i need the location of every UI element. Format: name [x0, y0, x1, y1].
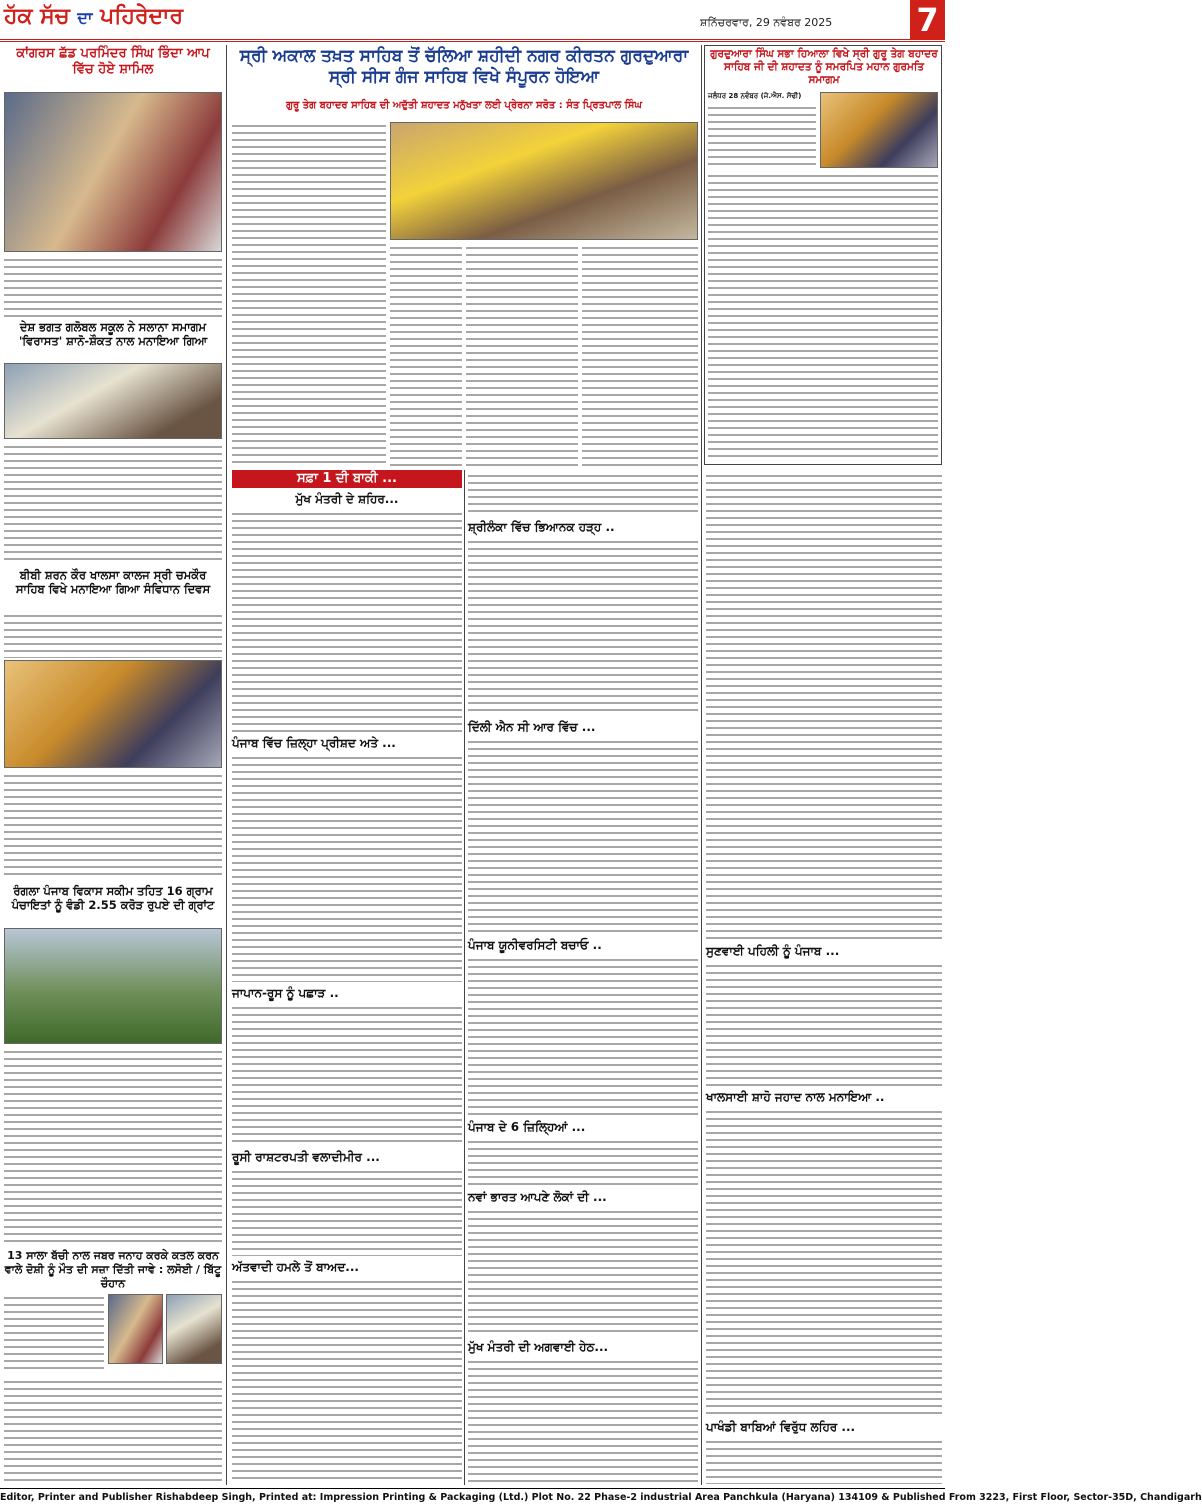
logo-text: ਹੱਕ ਸੱਚ: [4, 4, 70, 29]
subhead: ਪੰਜਾਬ ਯੂਨੀਵਰਸਿਟੀ ਬਚਾਓ ..: [468, 938, 602, 952]
photo-samagam: [820, 92, 938, 168]
page-number: 7: [910, 0, 945, 40]
column-divider: [701, 45, 702, 1485]
subhead: ਨਵਾਂ ਭਾਰਤ ਆਪਣੇ ਲੋਕਾਂ ਦੀ ...: [468, 1190, 607, 1204]
article-body-text: [706, 1108, 942, 1416]
article-body-text: [468, 1208, 698, 1336]
article-body-text: [4, 1048, 222, 1246]
publisher-imprint: Editor, Printer and Publisher Rishabdeep Singh, Printed at: Impression Printing & Packaging (Ltd.) Plot No. 22 Phase-2 industrial Area Panchkula (Haryana) 134109 & Published From 3223, First Floor, Sector-35D, Chandigarh: [0, 1488, 945, 1507]
headline-rangla-punjab-grant: ਰੰਗਲਾ ਪੰਜਾਬ ਵਿਕਾਸ ਸਕੀਮ ਤਹਿਤ 16 ਗ੍ਰਾਮ ਪੰਚਾਇਤਾਂ ਨੂੰ ਵੰਡੀ 2.55 ਕਰੋੜ ਰੁਪਏ ਦੀ ਗ੍ਰਾਂਟ: [11, 884, 215, 913]
article-body-text: [468, 1138, 698, 1186]
article-body-text: [4, 256, 222, 318]
logo-text: ਦਾ: [77, 8, 93, 27]
column-divider: [464, 470, 465, 1485]
subhead: ਮੁੱਖ ਮੰਤਰੀ ਦੀ ਅਗਵਾਈ ਹੇਠ...: [468, 1340, 609, 1354]
subhead: ਪੰਜਾਬ ਵਿੱਚ ਜ਼ਿਲ੍ਹਾ ਪ੍ਰੀਸ਼ਦ ਅਤੇ ...: [232, 736, 396, 750]
subhead: ਸੁਣਵਾਈ ਪਹਿਲੀ ਨੂੰ ਪੰਜਾਬ ...: [706, 944, 840, 958]
headline-death-penalty-demand: 13 ਸਾਲਾ ਬੱਚੀ ਨਾਲ ਜਬਰ ਜਨਾਹ ਕਰਕੇ ਕਤਲ ਕਰਨ ਵਾਲੇ ਦੋਸ਼ੀ ਨੂੰ ਮੌਤ ਦੀ ਸਜ਼ਾ ਦਿੱਤੀ ਜਾਵੇ : ਲਸੋਈ / ਬਿੱਟੂ ਚੌਹਾਨ: [4, 1249, 222, 1290]
article-body-text: [468, 472, 698, 516]
article-body-text: [582, 244, 698, 466]
logo-text: ਪਹਿਰੇਦਾਰ: [100, 4, 184, 29]
article-body-text: [232, 510, 462, 732]
subhead: ਪਾਖੰਡੀ ਬਾਬਿਆਂ ਵਿਰੁੱਧ ਲਹਿਰ ...: [706, 1420, 856, 1434]
headline-bhinda: ਕਾਂਗਰਸ ਛੱਡ ਪਰਮਿੰਦਰ ਸਿੰਘ ਭਿੰਦਾ ਆਪ ਵਿੱਚ ਹੋਏ ਸ਼ਾਮਿਲ: [16, 46, 210, 78]
article-body-text: [706, 472, 942, 940]
article-body-text: [4, 443, 222, 565]
article-body-text: [468, 1358, 698, 1483]
article-body-text: [708, 104, 816, 168]
article-body-text: [4, 1378, 222, 1483]
article-body-text: [468, 738, 698, 934]
subhead: ਸ਼੍ਰੀਲੰਕਾ ਵਿੱਚ ਭਿਆਨਕ ਹੜ੍ਹ ..: [468, 520, 615, 534]
article-body-text: [232, 754, 462, 982]
issue-date: ਸ਼ਨਿੱਚਰਵਾਰ, 29 ਨਵੰਬਰ 2025: [700, 16, 833, 29]
photo-bhinda-joining: [4, 92, 222, 252]
article-body-text: [468, 538, 698, 716]
article-body-text: [390, 244, 462, 466]
photo-panchayat-grant: [4, 928, 222, 1044]
article-body-text: [706, 1438, 942, 1484]
photo-nagar-kirtan: [390, 122, 698, 240]
article-body-text: [4, 772, 222, 880]
subhead: ਪੰਜਾਬ ਦੇ 6 ਜ਼ਿਲ੍ਹਿਆਂ ...: [468, 1120, 586, 1134]
subhead: ਖਾਲਸਾਈ ਸ਼ਾਹੋ ਜਹਾਦ ਨਾਲ ਮਨਾਇਆ ..: [706, 1090, 885, 1104]
subhead: ਦਿੱਲੀ ਐਨ ਸੀ ਆਰ ਵਿੱਚ ...: [468, 720, 596, 734]
photo-school-event: [4, 363, 222, 439]
headline-hiala-samagam: ਗੁਰਦੁਆਰਾ ਸਿੰਘ ਸਭਾ ਹਿਆਲਾ ਵਿਖੇ ਸ੍ਰੀ ਗੁਰੂ ਤੇਗ ਬਹਾਦਰ ਸਾਹਿਬ ਜੀ ਦੀ ਸ਼ਹਾਦਤ ਨੂੰ ਸਮਰਪਿਤ ਮਹਾਨ ਗੁਰਮਤਿ ਸਮਾਗਮ: [710, 48, 938, 87]
lead-headline: ਸ੍ਰੀ ਅਕਾਲ ਤਖ਼ਤ ਸਾਹਿਬ ਤੋਂ ਚੱਲਿਆ ਸ਼ਹੀਦੀ ਨਗਰ ਕੀਰਤਨ ਗੁਰਦੁਆਰਾ ਸ੍ਰੀ ਸੀਸ ਗੰਜ ਸਾਹਿਬ ਵਿਖੇ ਸੰਪੂਰਨ ਹੋਇਆ: [239, 46, 689, 88]
article-body-text: [708, 172, 938, 462]
lead-subheadline: ਗੁਰੂ ਤੇਗ ਬਹਾਦਰ ਸਾਹਿਬ ਦੀ ਅਦੁੱਤੀ ਸ਼ਹਾਦਤ ਮਨੁੱਖਤਾ ਲਈ ਪ੍ਰੇਰਨਾ ਸਰੋਤ : ਸੰਤ ਪ੍ਰਿਤਪਾਲ ਸਿੰਘ: [286, 100, 642, 111]
continued-banner: ਸਫ਼ਾ 1 ਦੀ ਬਾਕੀ ...: [232, 470, 462, 488]
article-body-text: [232, 1278, 462, 1483]
subhead: ਮੁੱਖ ਮੰਤਰੀ ਦੇ ਸ਼ਹਿਰ...: [295, 492, 399, 506]
headline-constitution-day: ਬੀਬੀ ਸ਼ਰਨ ਕੌਰ ਖਾਲਸਾ ਕਾਲਜ ਸ੍ਰੀ ਚਮਕੌਰ ਸਾਹਿਬ ਵਿਖੇ ਮਨਾਇਆ ਗਿਆ ਸੰਵਿਧਾਨ ਦਿਵਸ: [15, 568, 211, 597]
article-body-text: [232, 1004, 462, 1146]
headline-desh-bhagat-school: ਦੇਸ਼ ਭਗਤ ਗਲੋਬਲ ਸਕੂਲ ਨੇ ਸਲਾਨਾ ਸਮਾਗਮ 'ਵਿਰਾਸਤ' ਸ਼ਾਨੋ-ਸ਼ੌਕਤ ਨਾਲ ਮਨਾਇਆ ਗਿਆ: [18, 320, 208, 349]
article-body-text: [706, 962, 942, 1086]
subhead: ਅੱਤਵਾਦੀ ਹਮਲੇ ਤੋਂ ਬਾਅਦ...: [232, 1260, 359, 1274]
article-body-text: [4, 1294, 104, 1374]
article-body-text: [232, 122, 386, 466]
article-body-text: [4, 612, 222, 658]
newspaper-logo: [4, 4, 183, 29]
photo-portrait: [166, 1294, 222, 1364]
dateline: ਜਲੰਧਰ 28 ਨਵੰਬਰ (ਜੇ.ਐਸ. ਸੋਢੀ): [708, 92, 802, 100]
photo-college-event: [4, 660, 222, 768]
article-body-text: [466, 244, 578, 466]
column-divider: [226, 45, 227, 1485]
subhead: ਜਾਪਾਨ-ਰੂਸ ਨੂੰ ਪਛਾੜ ..: [232, 986, 339, 1000]
subhead: ਰੂਸੀ ਰਾਸ਼ਟਰਪਤੀ ਵਲਾਦੀਮੀਰ ...: [232, 1150, 380, 1164]
article-body-text: [232, 1168, 462, 1256]
article-body-text: [468, 956, 698, 1116]
photo-portrait: [108, 1294, 163, 1364]
